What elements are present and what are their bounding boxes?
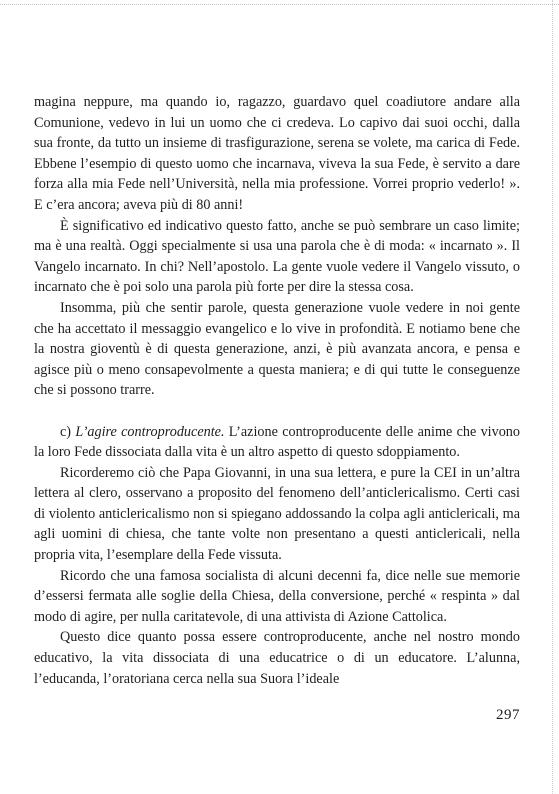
page-edge-top [0, 4, 559, 5]
section-c-paragraph [34, 422, 520, 463]
page-number: 297 [496, 707, 520, 723]
paragraph: È significativo ed indicativo questo fatto, anche se può sembrare un caso limite; ma è una realtà. Oggi specialmente si usa una parola che è di moda: « incarnato ». Il Vangelo incarnato. In chi? Nell’apostolo. La gente vuole vedere il Vangelo vissuto, o incarnato che è poi solo una parola più forte per dire la stessa cosa. [34, 217, 520, 296]
section-lead-text: L’azione controproducente delle anime che vivono la loro Fede dissociata dalla vita è un altro aspetto di questo sdoppiamento. [34, 423, 520, 461]
section-spacer [34, 401, 520, 422]
paragraph: Ricorderemo ciò che Papa Giovanni, in una sua lettera, e pure la CEI in un’altra lettera al clero, osservano a proposito del fenomeno dell’anticlericalismo. Certi casi di violento anticlericalismo non si spiegano addossando la colpa agli anticlericali, ma agli uomini di chiesa, che tante volte non presentano a questi anticlericali, nella propria vita, l’esemplare della Fede vissuta. [34, 464, 520, 564]
paragraph: Insomma, più che sentir parole, questa generazione vuole vedere in noi gente che ha accettato il messaggio evangelico e lo vive in profondità. E notiamo bene che la nostra gioventù è di questa generazione, anzi, è più avanzata ancora, e pensa e agisce più o meno consapevolmente a questa maniera; e di qui tutte le conseguenze che si possono trarre. [34, 299, 520, 399]
page-edge-right [552, 0, 553, 794]
paragraph: Questo dice quanto possa essere controproducente, anche nel nostro mondo educativo, la vita dissociata di una educatrice o di un educatore. L’alunna, l’educanda, l’oratoriana cerca nella sua Suora l’ideale [34, 629, 520, 687]
section-marker: c) [60, 423, 72, 440]
paragraph: Ricordo che una famosa socialista di alcuni decenni fa, dice nelle sue memorie d’essersi fermata alle soglie della Chiesa, della conversione, perché « respinta » dal modo di agire, per nulla caritatevole, di una attivista di Azione Cattolica. [34, 567, 520, 625]
body-text [34, 92, 520, 689]
paragraph: magina neppure, ma quando io, ragazzo, guardavo quel coadiutore andare alla Comunione, vedevo in lui un uomo che ci credeva. Lo capivo dai suoi occhi, dalla sua fronte, da tutto un insieme di trasfigurazione, serena se volete, ma carica di Fede. Ebbene l’esempio di questo uomo che incarnava, viveva la sua Fede, è servito a dare forza alla mia Fede nell’Università, nella mia professione. Vorrei proprio vederlo! ». E c’era ancora; aveva più di 80 anni! [34, 94, 520, 213]
section-title: L’agire controproducente. [75, 423, 225, 440]
